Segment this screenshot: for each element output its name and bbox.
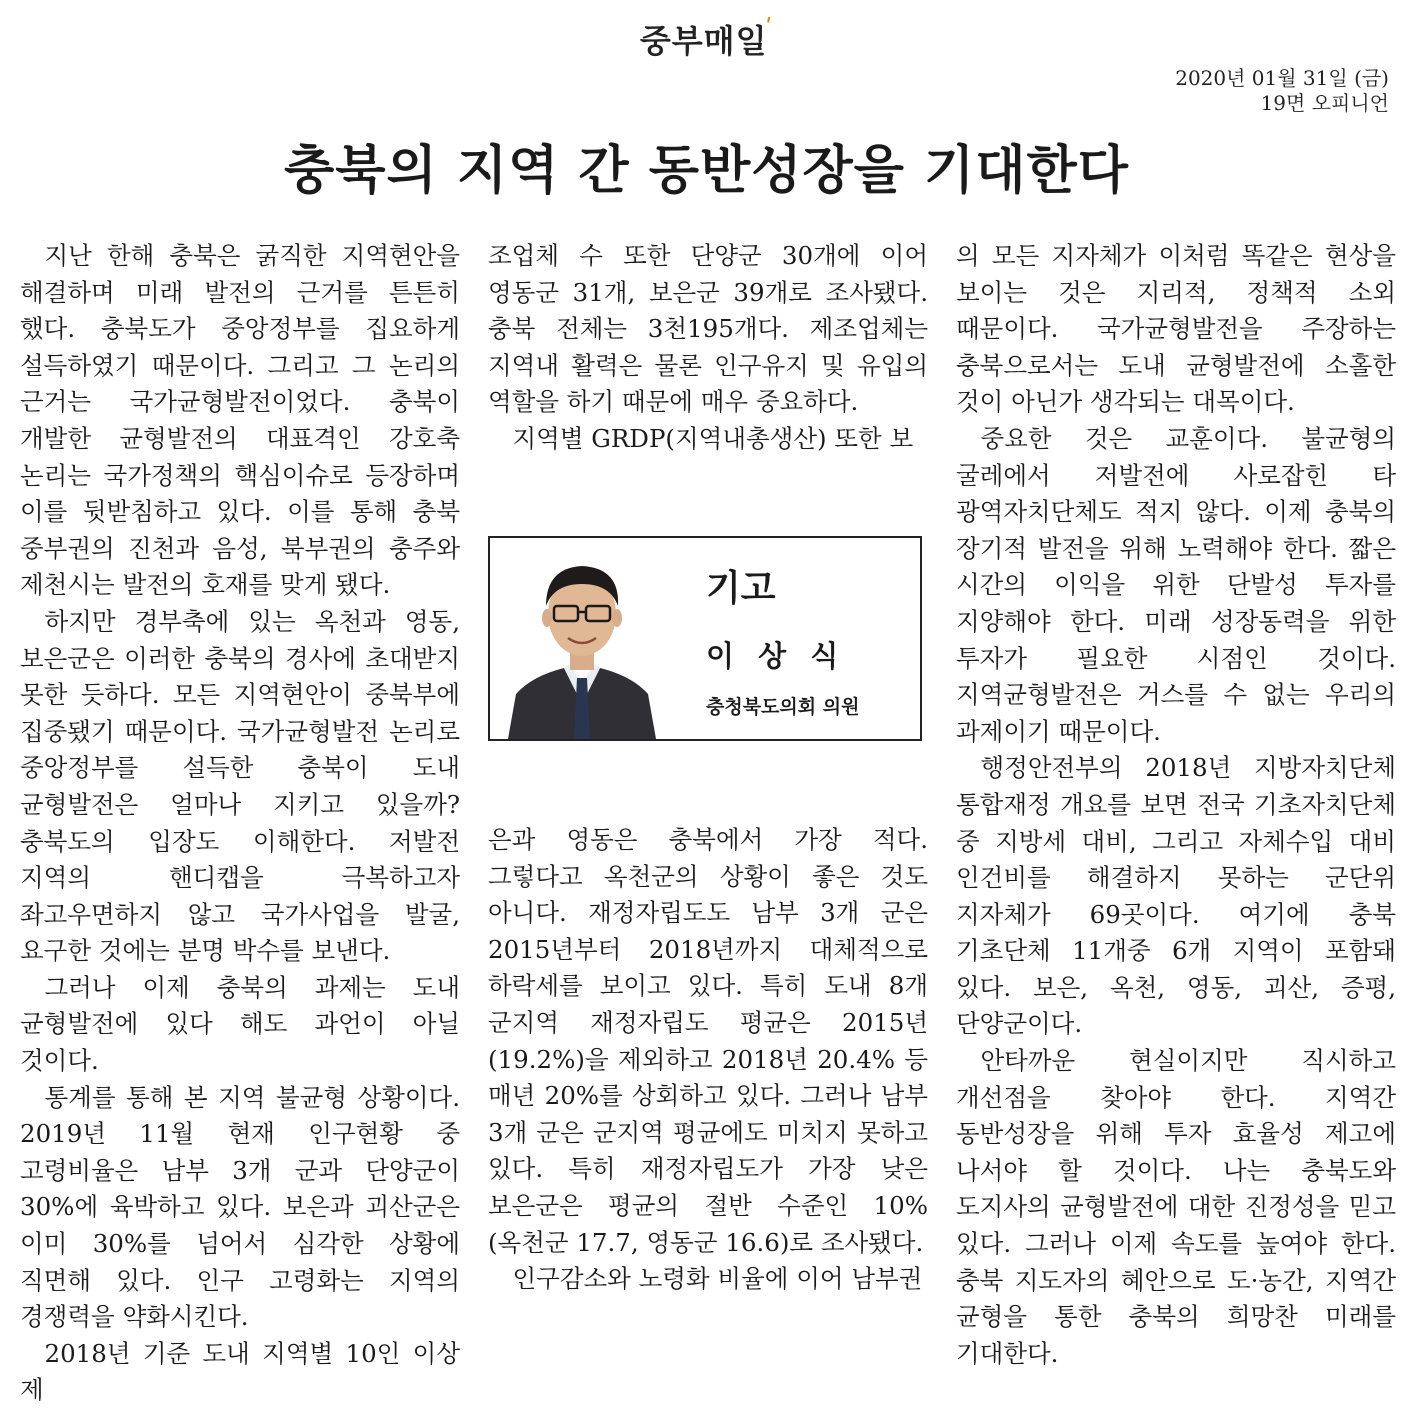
paragraph: 의 모든 지자체가 이처럼 똑같은 현상을 보이는 것은 지리적, 정책적 소외 때문이다. 국가균형발전을 주장하는 충북으로서는 도내 균형발전에 소홀한 것이 아닌가 생각되는 대목이다. <box>956 241 1396 417</box>
paragraph: 안타까운 현실이지만 직시하고 개선점을 찾아야 한다. 지역간 동반성장을 위해 투자 효율성 제고에 나서야 할 것이다. 나는 충북도와 도지사의 균형발전에 대한 진정성을 믿고 있다. 그러나 이제 속도를 높여야 한다. 충북 지도자의 혜안으로 도·농간, 지역간 균형을 통한 충북의 희망찬 미래를 기대한다. <box>956 1046 1396 1368</box>
newspaper-logo: 중부매일$^ʹ$ <box>639 16 774 60</box>
article-column-2-bottom <box>488 822 928 1294</box>
paragraph: 지난 한해 충북은 굵직한 지역현안을 해결하며 미래 발전의 근거를 튼튼히 했다. 충북도가 중앙정부를 집요하게 설득하였기 때문이다. 그리고 그 논리의 근거는 국가균형발전이었다. 충북이 개발한 균형발전의 대표격인 강호축 논리는 국가정책의 핵심이슈로 등장하며 이를 뒷받침하고 있다. 이를 통해 충북 중부권의 진천과 음성, 북부권의 충주와 제천시는 발전의 호재를 맞게 됐다. <box>20 241 460 600</box>
author-portrait <box>502 544 662 739</box>
article-column-1 <box>20 238 460 1405</box>
paragraph: 2018년 기준 도내 지역별 10인 이상 제 <box>20 1338 460 1405</box>
page-section: 19면 오피니언 <box>1260 91 1389 115</box>
paragraph: 중요한 것은 교훈이다. 불균형의 굴레에서 저발전에 사로잡힌 타 광역자치단체도 적지 않다. 이제 충북의 장기적 발전을 위해 노력해야 한다. 짧은 시간의 이익을 위한 단발성 투자를 지양해야 한다. 미래 성장동력을 위한 투자가 필요한 시점인 것이다. 지역균형발전은 거스를 수 없는 우리의 과제이기 때문이다. <box>956 423 1396 746</box>
paragraph: 통계를 통해 본 지역 불균형 상황이다. 2019년 11월 현재 인구현황 중 고령비율은 남부 3개 군과 단양군이 30%에 육박하고 있다. 보은과 괴산군은 이미 30%를 넘어서 심각한 상황에 직면해 있다. 인구 고령화는 지역의 경쟁력을 약화시킨다. <box>20 1082 460 1332</box>
publication-date: 2020년 01월 31일 (금) <box>1175 66 1389 90</box>
article-column-3 <box>956 238 1396 1368</box>
paragraph: 지역별 GRDP(지역내총생산) 또한 보 <box>512 423 914 453</box>
paragraph: 행정안전부의 2018년 지방자치단체 통합재정 개요를 보면 전국 기초자치단체 중 지방세 대비, 그리고 자체수입 대비 인건비를 해결하지 못하는 군단위 지자체가 69곳이다. 여기에 충북 기초단체 11개중 6개 지역이 포함돼 있다. 보은, 옥천, 영동, 괴산, 증평, 단양군이다. <box>956 753 1396 1039</box>
paragraph: 인구감소와 노령화 비율에 이어 남부권 <box>512 1264 923 1294</box>
author-title: 충청북도의회 의원 <box>706 696 860 718</box>
author-name: 이 상 식 <box>706 639 846 673</box>
dateline <box>1175 66 1389 116</box>
author-byline-box <box>488 536 922 741</box>
article-headline: 충북의 지역 간 동반성장을 기대한다 <box>284 141 1129 201</box>
logo-accent-mark: ʹ <box>765 16 774 41</box>
paragraph: 조업체 수 또한 단양군 30개에 이어 영동군 31개, 보은군 39개로 조사됐다. 충북 전체는 3천195개다. 제조업체는 지역내 활력은 물론 인구유지 및 유입의 역할을 하기 때문에 매우 중요하다. <box>488 241 928 417</box>
byline-label: 기고 <box>706 568 776 609</box>
paragraph: 은과 영동은 충북에서 가장 적다. 그렇다고 옥천군의 상황이 좋은 것도 아니다. 재정자립도도 남부 3개 군은 2015년부터 2018년까지 대체적으로 하락세를 보이고 있다. 특히 도내 8개 군지역 재정자립도 평균은 2015년(19.2%)을 제외하고 2018년 20.4% 등 매년 20%를 상회하고 있다. 그러나 남부 3개 군은 군지역 평균에도 미치지 못하고 있다. 특히 재정자립도가 가장 낮은 보은군은 평균의 절반 수준인 10%(옥천군 17.7, 영동군 16.6)로 조사됐다. <box>488 825 928 1257</box>
article-column-2-top <box>488 238 928 458</box>
paragraph: 하지만 경부축에 있는 옥천과 영동, 보은군은 이러한 충북의 경사에 초대받지 못한 듯하다. 모든 지역현안이 중북부에 집중됐기 때문이다. 국가균형발전 논리로 중앙정부를 설득한 충북이 도내 균형발전은 얼마나 지키고 있을까? 충북도의 입장도 이해한다. 저발전 지역의 핸디캡을 극복하고자 좌고우면하지 않고 국가사업을 발굴, 요구한 것에는 분명 박수를 보낸다. <box>20 606 460 966</box>
paragraph: 그러나 이제 충북의 과제는 도내 균형발전에 있다 해도 과언이 아닐 것이다. <box>20 972 460 1076</box>
